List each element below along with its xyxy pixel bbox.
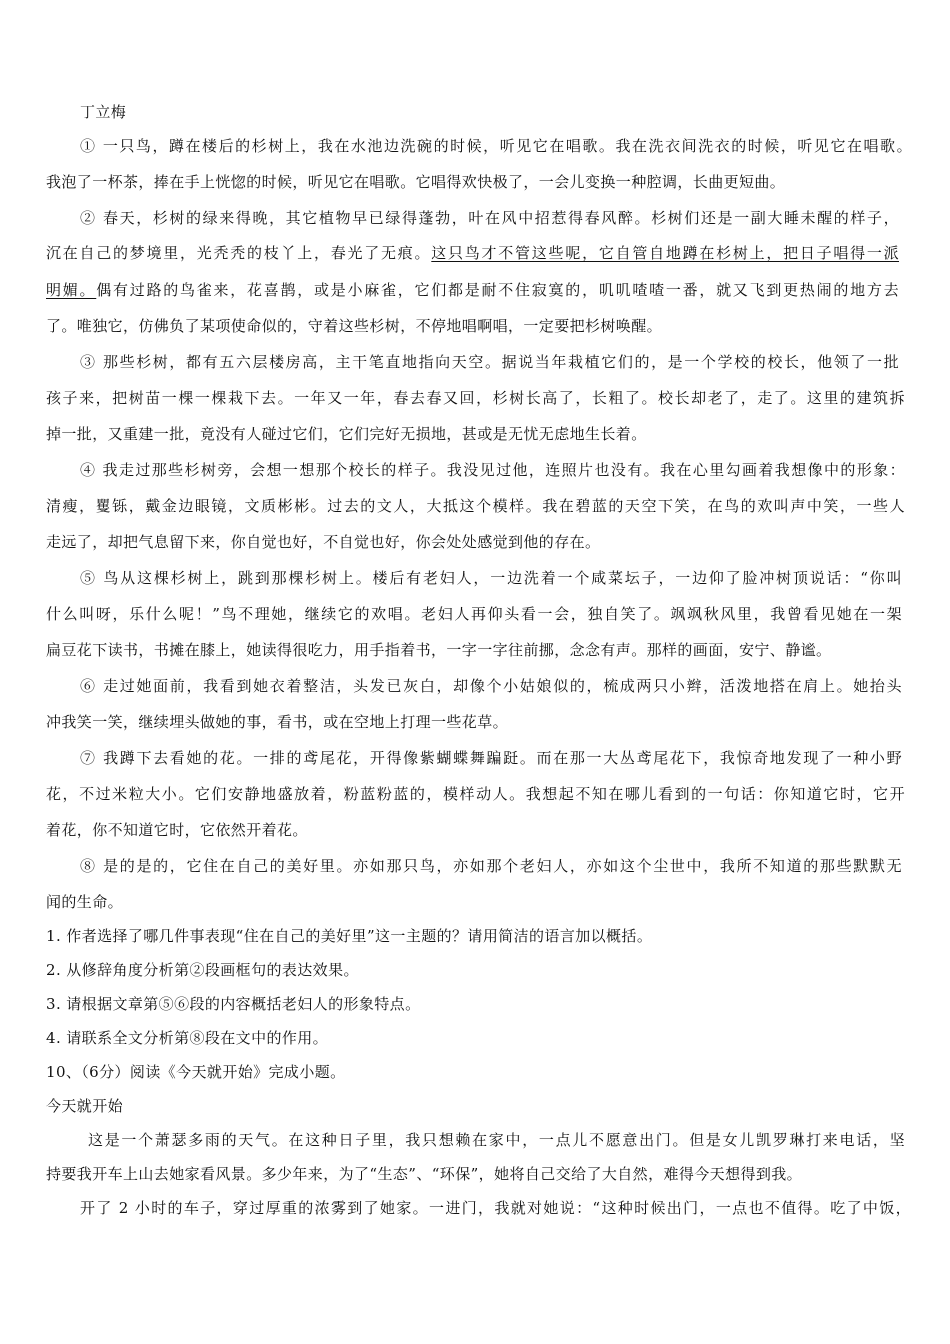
paragraph-2-line-3 <box>46 280 899 300</box>
paragraph-2-line-2 <box>46 243 899 263</box>
paragraph-5-line-1: ⑤ 鸟从这棵杉树上，跳到那棵杉树上。楼后有老妇人，一边洗着一个咸菜坛子，一边仰了脸冲树顶说话：“你叫 <box>80 569 902 587</box>
paragraph-2-continued-text: 偶有过路的鸟雀来，花喜鹊，或是小麻雀，它们都是耐不住寂寞的，叽叽喳喳一番，就又飞到更热闹的地方去 <box>96 281 899 299</box>
paragraph-5-line-2: 什么叫呀，乐什么呢！”鸟不理她，继续它的欢唱。老妇人再仰头看一会，独自笑了。飒飒秋风里，我曾看见她在一架 <box>46 605 902 623</box>
paragraph-7-line-3: 着花，你不知道它时，它依然开着花。 <box>46 821 308 839</box>
question-2: 2. 从修辞角度分析第②段画框句的表达效果。 <box>46 961 359 979</box>
underlined-sentence-part-1: 这只鸟才不管这些呢，它自管自地蹲在杉树上，把日子唱得一派 <box>431 244 900 262</box>
question-1: 1. 作者选择了哪几件事表现“住在自己的美好里”这一主题的？请用简洁的语言加以概括。 <box>46 927 653 945</box>
paragraph-3-line-3: 掉一批，又重建一批，竟没有人碰过它们，它们完好无损地，甚或是无忧无虑地生长着。 <box>46 425 647 443</box>
paragraph-1-line-2: 我泡了一杯茶，捧在手上恍惚的时候，听见它在唱歌。它唱得欢快极了，一会儿变换一种腔调，长曲更短曲。 <box>46 173 786 191</box>
section-10-line-1: 这是一个萧瑟多雨的天气。在这种日子里，我只想赖在家中，一点儿不愿意出门。但是女儿凯罗琳打来电话，坚 <box>88 1131 905 1149</box>
paragraph-2-line-1: ② 春天，杉树的绿来得晚，其它植物早已绿得蓬勃，叶在风中招惹得春风醉。杉树们还是一副大睡未醒的样子， <box>80 209 899 227</box>
paragraph-4-line-2: 清瘦，矍铄，戴金边眼镜，文质彬彬。过去的文人，大抵这个模样。我在碧蓝的天空下笑，在鸟的欢叫声中笑，一些人 <box>46 497 905 515</box>
question-4: 4. 请联系全文分析第⑧段在文中的作用。 <box>46 1029 329 1047</box>
paragraph-8-line-2: 闻的生命。 <box>46 893 124 911</box>
paragraph-3-line-1: ③ 那些杉树，都有五六层楼房高，主干笔直地指向天空。据说当年栽植它们的，是一个学校的校长，他领了一批 <box>80 353 899 371</box>
underlined-sentence-part-2: 明媚。 <box>46 281 97 299</box>
section-10-prompt: 10、（6分）阅读《今天就开始》完成小题。 <box>46 1063 346 1081</box>
paragraph-6-line-2: 冲我笑一笑，继续埋头做她的事，看书，或在空地上打理一些花草。 <box>46 713 509 731</box>
paragraph-5-line-3: 扁豆花下读书，书摊在膝上，她读得很吃力，用手指着书，一字一字往前挪，念念有声。那样的画面，安宁、静谧。 <box>46 641 832 659</box>
paragraph-7-line-1: ⑦ 我蹲下去看她的花。一排的鸢尾花，开得像紫蝴蝶舞蹁跹。而在那一大丛鸢尾花下，我惊奇地发现了一种小野 <box>80 749 902 767</box>
paragraph-2-plain-text: 沉在自己的梦境里，光秃秃的枝丫上，春光了无痕。 <box>46 244 432 262</box>
section-10-title: 今天就开始 <box>46 1097 124 1115</box>
paragraph-4-line-1: ④ 我走过那些杉树旁，会想一想那个校长的样子。我没见过他，连照片也没有。我在心里勾画着我想像中的形象： <box>80 461 905 479</box>
paragraph-1-line-1: ① 一只鸟，蹲在楼后的杉树上，我在水池边洗碗的时候，听见它在唱歌。我在洗衣间洗衣的时候，听见它在唱歌。 <box>80 137 912 155</box>
paragraph-6-line-1: ⑥ 走过她面前，我看到她衣着整洁，头发已灰白，却像个小姑娘似的，梳成两只小辫，活泼地搭在肩上。她抬头 <box>80 677 902 695</box>
paragraph-8-line-1: ⑧ 是的是的，它住在自己的美好里。亦如那只鸟，亦如那个老妇人，亦如这个尘世中，我所不知道的那些默默无 <box>80 857 902 875</box>
paragraph-2-line-4: 了。唯独它，仿佛负了某项使命似的，守着这些杉树，不停地唱啊唱，一定要把杉树唤醒。 <box>46 317 663 335</box>
paragraph-7-line-2: 花，不过米粒大小。它们安静地盛放着，粉蓝粉蓝的，模样动人。我想起不知在哪儿看到的一句话：你知道它时，它开 <box>46 785 905 803</box>
question-3: 3. 请根据文章第⑤⑥段的内容概括老妇人的形象特点。 <box>46 995 421 1013</box>
author-name: 丁立梅 <box>80 103 127 121</box>
section-10-line-2: 持要我开车上山去她家看风景。多少年来，为了“生态”、“环保”，她将自己交给了大自然，难得今天想得到我。 <box>46 1165 803 1183</box>
paragraph-3-line-2: 孩子来，把树苗一棵一棵栽下去。一年又一年，春去春又回，杉树长高了，长粗了。校长却老了，走了。这里的建筑拆 <box>46 389 905 407</box>
paragraph-4-line-3: 走远了，却把气息留下来，你自觉也好，不自觉也好，你会处处感觉到他的存在。 <box>46 533 601 551</box>
section-10-line-3: 开了 2 小时的车子，穿过厚重的浓雾到了她家。一进门，我就对她说：“这种时候出门，一点也不值得。吃了中饭， <box>80 1199 911 1217</box>
